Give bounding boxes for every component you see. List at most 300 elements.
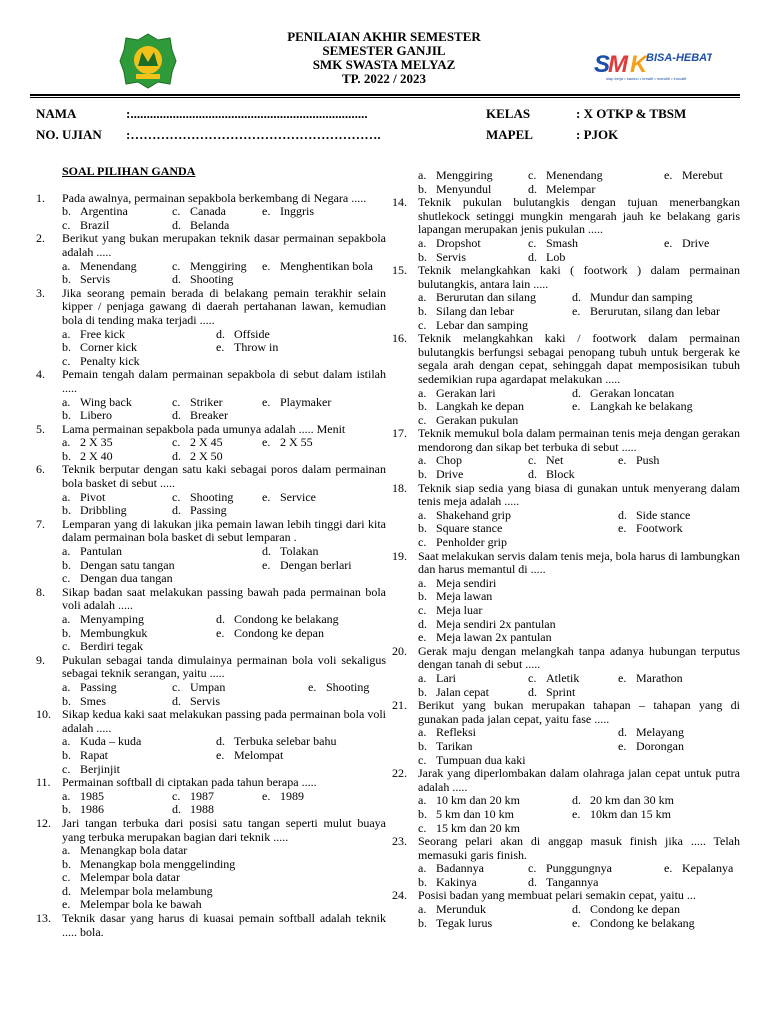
answer-option[interactable] bbox=[418, 183, 491, 197]
option-text: Shooting bbox=[190, 272, 234, 287]
svg-text:K: K bbox=[630, 51, 648, 78]
answer-option[interactable] bbox=[172, 219, 229, 233]
option-row bbox=[418, 726, 740, 740]
answer-option[interactable] bbox=[572, 291, 693, 305]
option-row bbox=[418, 237, 740, 251]
answer-option[interactable] bbox=[418, 536, 507, 550]
answer-option[interactable] bbox=[172, 450, 223, 464]
answer-option[interactable] bbox=[418, 876, 477, 890]
option-text: Passing bbox=[190, 503, 227, 518]
answer-option[interactable] bbox=[172, 205, 226, 219]
option-letter: a. bbox=[418, 670, 427, 685]
question-15 bbox=[392, 264, 740, 291]
option-letter: a. bbox=[62, 326, 71, 341]
question-number: 11. bbox=[36, 775, 51, 790]
answer-option[interactable] bbox=[418, 169, 493, 183]
question-text: Teknik siap sedia yang biasa di gunakan untuk menyerang dalam tenis meja adalah ..... bbox=[418, 480, 740, 509]
answer-option[interactable] bbox=[572, 808, 671, 822]
option-text: 2 X 50 bbox=[190, 448, 223, 463]
option-text: Tangannya bbox=[546, 874, 599, 889]
option-text: Meja luar bbox=[436, 603, 483, 617]
question-20 bbox=[392, 645, 740, 672]
answer-option[interactable] bbox=[572, 794, 674, 808]
option-text: Wing back bbox=[80, 394, 132, 409]
answer-option[interactable] bbox=[418, 305, 514, 319]
option-row bbox=[62, 491, 386, 505]
option-letter: a. bbox=[418, 235, 427, 250]
answer-option[interactable] bbox=[418, 808, 514, 822]
option-text: 10km dan 15 km bbox=[590, 806, 671, 821]
option-text: Berdiri tegak bbox=[80, 639, 143, 654]
answer-option[interactable] bbox=[172, 491, 233, 505]
option-letter: c. bbox=[418, 820, 427, 835]
answer-option[interactable] bbox=[62, 260, 137, 274]
answer-option[interactable] bbox=[418, 903, 486, 917]
option-text: Tolakan bbox=[280, 544, 319, 559]
option-text: Dengan dua tangan bbox=[80, 571, 173, 586]
option-letter: a. bbox=[418, 725, 427, 740]
answer-option[interactable] bbox=[528, 169, 603, 183]
option-letter: c. bbox=[528, 670, 537, 685]
option-text: Smash bbox=[546, 235, 579, 250]
answer-option[interactable] bbox=[262, 396, 331, 410]
answer-option[interactable] bbox=[62, 613, 144, 627]
option-text: 5 km dan 10 km bbox=[436, 806, 514, 821]
answer-option[interactable] bbox=[62, 844, 386, 858]
option-letter: a. bbox=[418, 902, 427, 917]
option-text: Condong ke depan bbox=[234, 625, 324, 640]
question-number: 22. bbox=[392, 766, 407, 781]
svg-text:S: S bbox=[594, 51, 611, 78]
question-text: Pemain tengah dalam permainan sepakbola di sebut dalam istilah ..... bbox=[62, 367, 386, 395]
answer-option[interactable] bbox=[572, 305, 720, 319]
option-text: Melempar bola melambung bbox=[80, 883, 213, 898]
option-letter: e. bbox=[664, 861, 673, 876]
answer-option[interactable] bbox=[418, 726, 476, 740]
answer-option[interactable] bbox=[62, 205, 128, 219]
question-24 bbox=[392, 889, 740, 903]
option-letter: e. bbox=[572, 915, 581, 930]
answer-option[interactable] bbox=[62, 885, 386, 899]
answer-option[interactable] bbox=[418, 522, 502, 536]
option-text: Passing bbox=[80, 679, 117, 694]
option-row bbox=[418, 522, 740, 536]
answer-option[interactable] bbox=[172, 695, 220, 709]
option-text: Refleksi bbox=[436, 725, 476, 740]
answer-option[interactable] bbox=[418, 319, 528, 333]
option-letter: b. bbox=[62, 503, 71, 518]
answer-option[interactable] bbox=[62, 763, 120, 777]
option-letter: e. bbox=[618, 521, 627, 536]
option-row bbox=[418, 387, 740, 401]
answer-option[interactable] bbox=[528, 672, 579, 686]
option-letter: c. bbox=[172, 489, 181, 504]
question-number: 16. bbox=[392, 331, 407, 346]
option-text: Free kick bbox=[80, 326, 125, 341]
option-letter: e. bbox=[618, 670, 627, 685]
answer-option[interactable] bbox=[62, 572, 173, 586]
option-letter: c. bbox=[62, 761, 71, 776]
option-letter: a. bbox=[62, 843, 71, 858]
option-letter: a. bbox=[418, 290, 427, 305]
option-text: Langkah ke depan bbox=[436, 399, 524, 414]
option-text: Penalty kick bbox=[80, 353, 140, 368]
option-letter: e. bbox=[664, 168, 673, 182]
answer-option[interactable] bbox=[62, 695, 106, 709]
option-text: Marathon bbox=[636, 670, 683, 685]
option-row bbox=[418, 305, 740, 319]
answer-option[interactable] bbox=[172, 396, 223, 410]
answer-option[interactable] bbox=[172, 273, 233, 287]
answer-option[interactable] bbox=[418, 414, 518, 428]
answer-option[interactable] bbox=[418, 917, 492, 931]
answer-option[interactable] bbox=[262, 260, 373, 274]
option-text: Berurutan, silang dan lebar bbox=[590, 303, 720, 318]
answer-option[interactable] bbox=[62, 396, 132, 410]
answer-option[interactable] bbox=[528, 454, 563, 468]
option-text: Menggiring bbox=[436, 168, 493, 182]
question-number: 15. bbox=[392, 263, 407, 278]
option-letter: e. bbox=[618, 738, 627, 753]
question-10 bbox=[36, 708, 386, 735]
answer-option[interactable] bbox=[172, 803, 214, 817]
option-letter: c. bbox=[528, 861, 537, 876]
answer-option[interactable] bbox=[262, 436, 313, 450]
option-text: Merunduk bbox=[436, 902, 486, 917]
option-text: 2 X 35 bbox=[80, 435, 113, 450]
option-letter: b. bbox=[418, 874, 427, 889]
option-text: Square stance bbox=[436, 521, 503, 536]
answer-option[interactable] bbox=[172, 436, 223, 450]
answer-option[interactable] bbox=[62, 436, 113, 450]
answer-option[interactable] bbox=[418, 400, 524, 414]
answer-option[interactable] bbox=[216, 735, 336, 749]
option-text: Terbuka selebar bahu bbox=[234, 734, 337, 749]
option-text: Shooting bbox=[326, 679, 370, 694]
option-letter: b. bbox=[62, 693, 71, 708]
answer-option[interactable] bbox=[308, 681, 369, 695]
answer-option[interactable] bbox=[262, 790, 304, 804]
option-text: Umpan bbox=[190, 679, 226, 694]
answer-option[interactable] bbox=[664, 862, 733, 876]
answer-option[interactable] bbox=[418, 251, 466, 265]
answer-option[interactable] bbox=[528, 183, 595, 197]
option-row bbox=[418, 862, 740, 876]
option-row bbox=[62, 640, 386, 654]
option-text: Melompat bbox=[234, 747, 284, 762]
option-letter: b. bbox=[418, 806, 427, 821]
option-text: Penholder grip bbox=[436, 535, 507, 550]
answer-option[interactable] bbox=[418, 631, 740, 645]
option-text: Condong ke belakang bbox=[234, 612, 339, 626]
option-text: Dengan berlari bbox=[280, 557, 352, 572]
question-text: Jarak yang diperlombakan dalam olahraga jalan cepat untuk putra adalah ..... bbox=[418, 766, 740, 794]
option-text: Belanda bbox=[190, 217, 230, 232]
question-number: 13. bbox=[36, 911, 51, 926]
option-letter: a. bbox=[62, 544, 71, 559]
question-number: 9. bbox=[36, 652, 45, 667]
answer-option[interactable] bbox=[418, 237, 481, 251]
question-number: 24. bbox=[392, 888, 407, 903]
answer-option[interactable] bbox=[528, 862, 612, 876]
question-text: Teknik melangkahkan kaki ( footwork ) dalam permainan bulutangkis, antara lain ..... bbox=[418, 263, 740, 291]
answer-option[interactable] bbox=[262, 545, 318, 559]
option-letter: c. bbox=[172, 258, 181, 273]
option-letter: b. bbox=[418, 738, 427, 753]
option-text: Langkah ke belakang bbox=[590, 399, 693, 414]
option-text: Striker bbox=[190, 394, 223, 409]
option-text: Playmaker bbox=[280, 394, 332, 409]
question-text: Teknik pukulan bulutangkis dengan tujuan menerbangkan shutlekock setinggi mungkin mengarah jauh ke belakang garis lapangan merupakan jenis pukulan ..... bbox=[418, 195, 740, 237]
option-letter: e. bbox=[572, 806, 581, 821]
answer-option[interactable] bbox=[62, 341, 137, 355]
answer-option[interactable] bbox=[62, 640, 143, 654]
option-letter: d. bbox=[216, 326, 225, 341]
answer-option[interactable] bbox=[572, 387, 674, 401]
answer-option[interactable] bbox=[664, 237, 709, 251]
question-number: 7. bbox=[36, 516, 45, 531]
answer-option[interactable] bbox=[62, 545, 122, 559]
answer-option[interactable] bbox=[418, 686, 489, 700]
answer-option[interactable] bbox=[618, 740, 684, 754]
question-number: 20. bbox=[392, 643, 407, 658]
answer-option[interactable] bbox=[62, 409, 112, 423]
option-row bbox=[62, 355, 386, 369]
answer-option[interactable] bbox=[618, 672, 683, 686]
question-number: 12. bbox=[36, 815, 51, 830]
nama-field[interactable]: :......................................................................... bbox=[126, 106, 368, 121]
answer-option[interactable] bbox=[418, 822, 520, 836]
answer-option[interactable] bbox=[418, 794, 520, 808]
question-text: Teknik dasar yang harus di kuasai pemain softball adalah teknik ..... bola. bbox=[62, 911, 386, 939]
answer-option[interactable] bbox=[172, 681, 225, 695]
option-letter: d. bbox=[262, 544, 271, 559]
option-row bbox=[62, 681, 386, 695]
option-text: Tarikan bbox=[436, 738, 473, 753]
option-text: Menghentikan bola bbox=[280, 258, 373, 273]
option-letter: d. bbox=[572, 902, 581, 917]
option-letter: d. bbox=[172, 693, 181, 708]
answer-option[interactable] bbox=[418, 672, 456, 686]
answer-option[interactable] bbox=[262, 559, 352, 573]
answer-option[interactable] bbox=[62, 735, 141, 749]
option-row bbox=[62, 613, 386, 627]
answer-option[interactable] bbox=[418, 590, 740, 604]
option-text: Melayang bbox=[636, 725, 684, 740]
option-text: Throw in bbox=[234, 340, 279, 355]
option-text: Chop bbox=[436, 453, 463, 468]
option-letter: c. bbox=[418, 752, 427, 767]
option-text: Inggris bbox=[280, 204, 314, 219]
question-number: 23. bbox=[392, 834, 407, 849]
answer-option[interactable] bbox=[418, 618, 740, 632]
answer-option[interactable] bbox=[418, 387, 496, 401]
option-text: Footwork bbox=[636, 521, 683, 536]
option-letter: a. bbox=[62, 258, 71, 273]
option-text: Menyundul bbox=[436, 181, 492, 196]
question-9 bbox=[36, 654, 386, 681]
question-text: Berikut yang bukan merupakan tahapan – tahapan yang di gunakan pada jalan cepat, yaitu fase ..... bbox=[418, 698, 740, 726]
answer-option[interactable] bbox=[664, 169, 723, 183]
option-letter: e. bbox=[572, 303, 581, 318]
answer-option[interactable] bbox=[528, 876, 598, 890]
option-letter: b. bbox=[62, 204, 71, 219]
option-text: Atletik bbox=[546, 670, 580, 685]
option-row bbox=[418, 251, 740, 265]
answer-option[interactable] bbox=[572, 917, 695, 931]
answer-option[interactable] bbox=[172, 409, 228, 423]
answer-option[interactable] bbox=[62, 355, 140, 369]
option-row bbox=[62, 572, 386, 586]
option-text: Berjinjit bbox=[80, 761, 120, 776]
answer-option[interactable] bbox=[418, 604, 740, 618]
answer-option[interactable] bbox=[418, 454, 462, 468]
question-text: Lama permainan sepakbola pada umunya adalah ..... Menit bbox=[62, 421, 346, 436]
question-5 bbox=[36, 423, 386, 437]
option-row bbox=[62, 545, 386, 559]
answer-option[interactable] bbox=[528, 468, 575, 482]
ujian-field[interactable]: :…………………………………………………. bbox=[126, 127, 381, 142]
option-letter: b. bbox=[418, 589, 427, 604]
answer-option[interactable] bbox=[528, 686, 575, 700]
option-letter: d. bbox=[572, 793, 581, 808]
option-letter: e. bbox=[262, 258, 271, 273]
answer-option[interactable] bbox=[528, 237, 578, 251]
answer-option[interactable] bbox=[618, 726, 684, 740]
option-letter: d. bbox=[172, 448, 181, 463]
answer-option[interactable] bbox=[618, 454, 659, 468]
option-letter: d. bbox=[62, 883, 71, 898]
option-letter: b. bbox=[418, 467, 427, 482]
option-text: 20 km dan 30 km bbox=[590, 793, 674, 808]
option-text: Dengan satu tangan bbox=[80, 557, 175, 572]
svg-text:M: M bbox=[608, 51, 628, 78]
option-row bbox=[62, 803, 386, 817]
option-letter: c. bbox=[62, 217, 71, 232]
answer-option[interactable] bbox=[62, 749, 108, 763]
option-text: Badannya bbox=[436, 861, 484, 876]
answer-option[interactable] bbox=[216, 341, 278, 355]
answer-option[interactable] bbox=[172, 260, 247, 274]
option-text: Lari bbox=[436, 670, 456, 685]
option-letter: c. bbox=[172, 204, 181, 219]
option-text: Menangkap bola datar bbox=[80, 843, 188, 858]
option-letter: d. bbox=[528, 874, 537, 889]
answer-option[interactable] bbox=[62, 898, 386, 912]
option-text: 2 X 40 bbox=[80, 448, 113, 463]
option-text: Menyamping bbox=[80, 612, 144, 626]
answer-option[interactable] bbox=[418, 291, 536, 305]
option-text: Rapat bbox=[80, 747, 108, 762]
option-letter: d. bbox=[572, 290, 581, 305]
option-row bbox=[418, 319, 740, 333]
answer-option[interactable] bbox=[62, 450, 113, 464]
answer-option[interactable] bbox=[528, 251, 565, 265]
option-letter: e. bbox=[216, 340, 225, 355]
answer-option[interactable] bbox=[216, 328, 270, 342]
option-letter: c. bbox=[528, 235, 537, 250]
answer-option[interactable] bbox=[216, 749, 283, 763]
question-text: Sikap badan saat melakukan passing bawah pada permainan bola voli adalah ..... bbox=[62, 584, 386, 613]
answer-option[interactable] bbox=[262, 491, 316, 505]
answer-option[interactable] bbox=[62, 559, 175, 573]
answer-option[interactable] bbox=[418, 754, 526, 768]
option-text: 15 km dan 20 km bbox=[436, 820, 520, 835]
option-letter: d. bbox=[528, 684, 537, 699]
option-row bbox=[418, 183, 740, 197]
answer-option[interactable] bbox=[418, 862, 484, 876]
header-rule bbox=[30, 94, 740, 96]
option-row bbox=[418, 917, 740, 931]
answer-option[interactable] bbox=[62, 803, 104, 817]
option-row bbox=[418, 454, 740, 468]
question-text: Saat melakukan servis dalam tenis meja, bola harus di lambungkan dan harus memantul di ..... bbox=[418, 548, 740, 577]
answer-option[interactable] bbox=[62, 491, 105, 505]
answer-option[interactable] bbox=[62, 681, 117, 695]
answer-option[interactable] bbox=[418, 577, 740, 591]
question-17 bbox=[392, 427, 740, 454]
answer-option[interactable] bbox=[262, 205, 314, 219]
question-14 bbox=[392, 196, 740, 237]
answer-option[interactable] bbox=[172, 504, 227, 518]
answer-option[interactable] bbox=[418, 509, 511, 523]
answer-option[interactable] bbox=[62, 871, 386, 885]
option-letter: d. bbox=[618, 507, 627, 522]
option-row bbox=[62, 763, 386, 777]
answer-option[interactable] bbox=[618, 522, 683, 536]
answer-option[interactable] bbox=[62, 273, 110, 287]
answer-option[interactable] bbox=[216, 613, 339, 627]
answer-option[interactable] bbox=[172, 790, 214, 804]
answer-option[interactable] bbox=[418, 468, 463, 482]
question-text: Berikut yang bukan merupakan teknik dasar permainan sepakbola adalah ..... bbox=[62, 231, 386, 259]
question-16 bbox=[392, 332, 740, 386]
option-text: Meja sendiri 2x pantulan bbox=[436, 616, 556, 631]
answer-option[interactable] bbox=[62, 328, 125, 342]
option-row bbox=[62, 735, 386, 749]
answer-option[interactable] bbox=[62, 627, 147, 641]
option-text: 1989 bbox=[280, 788, 304, 803]
option-text: Kepalanya bbox=[682, 861, 734, 876]
answer-option[interactable] bbox=[62, 790, 104, 804]
answer-option[interactable] bbox=[62, 858, 386, 872]
answer-option[interactable] bbox=[62, 504, 127, 518]
answer-option[interactable] bbox=[418, 740, 472, 754]
option-letter: b. bbox=[418, 303, 427, 318]
question-13 bbox=[36, 912, 386, 939]
header-rule-thin bbox=[30, 97, 740, 98]
option-text: Jalan cepat bbox=[436, 684, 489, 699]
option-text: Sprint bbox=[546, 684, 576, 699]
question-number: 17. bbox=[392, 426, 407, 441]
option-letter: a. bbox=[418, 507, 427, 522]
option-row bbox=[62, 627, 386, 641]
option-letter: e. bbox=[418, 630, 427, 645]
answer-option[interactable] bbox=[572, 903, 680, 917]
answer-option[interactable] bbox=[572, 400, 693, 414]
option-letter: a. bbox=[62, 788, 71, 803]
answer-option[interactable] bbox=[618, 509, 690, 523]
option-text: Meja sendiri bbox=[436, 575, 497, 590]
answer-option[interactable] bbox=[62, 219, 109, 233]
answer-option[interactable] bbox=[216, 627, 324, 641]
question-number: 6. bbox=[36, 462, 45, 477]
option-text: Pantulan bbox=[80, 544, 122, 559]
svg-text:siap kerja • santun • kreatif: siap kerja • santun • kreatif • mandiri • inovatif bbox=[606, 76, 687, 81]
option-text: Meja lawan 2x pantulan bbox=[436, 630, 552, 645]
question-number: 19. bbox=[392, 548, 407, 563]
option-letter: c. bbox=[62, 870, 71, 885]
